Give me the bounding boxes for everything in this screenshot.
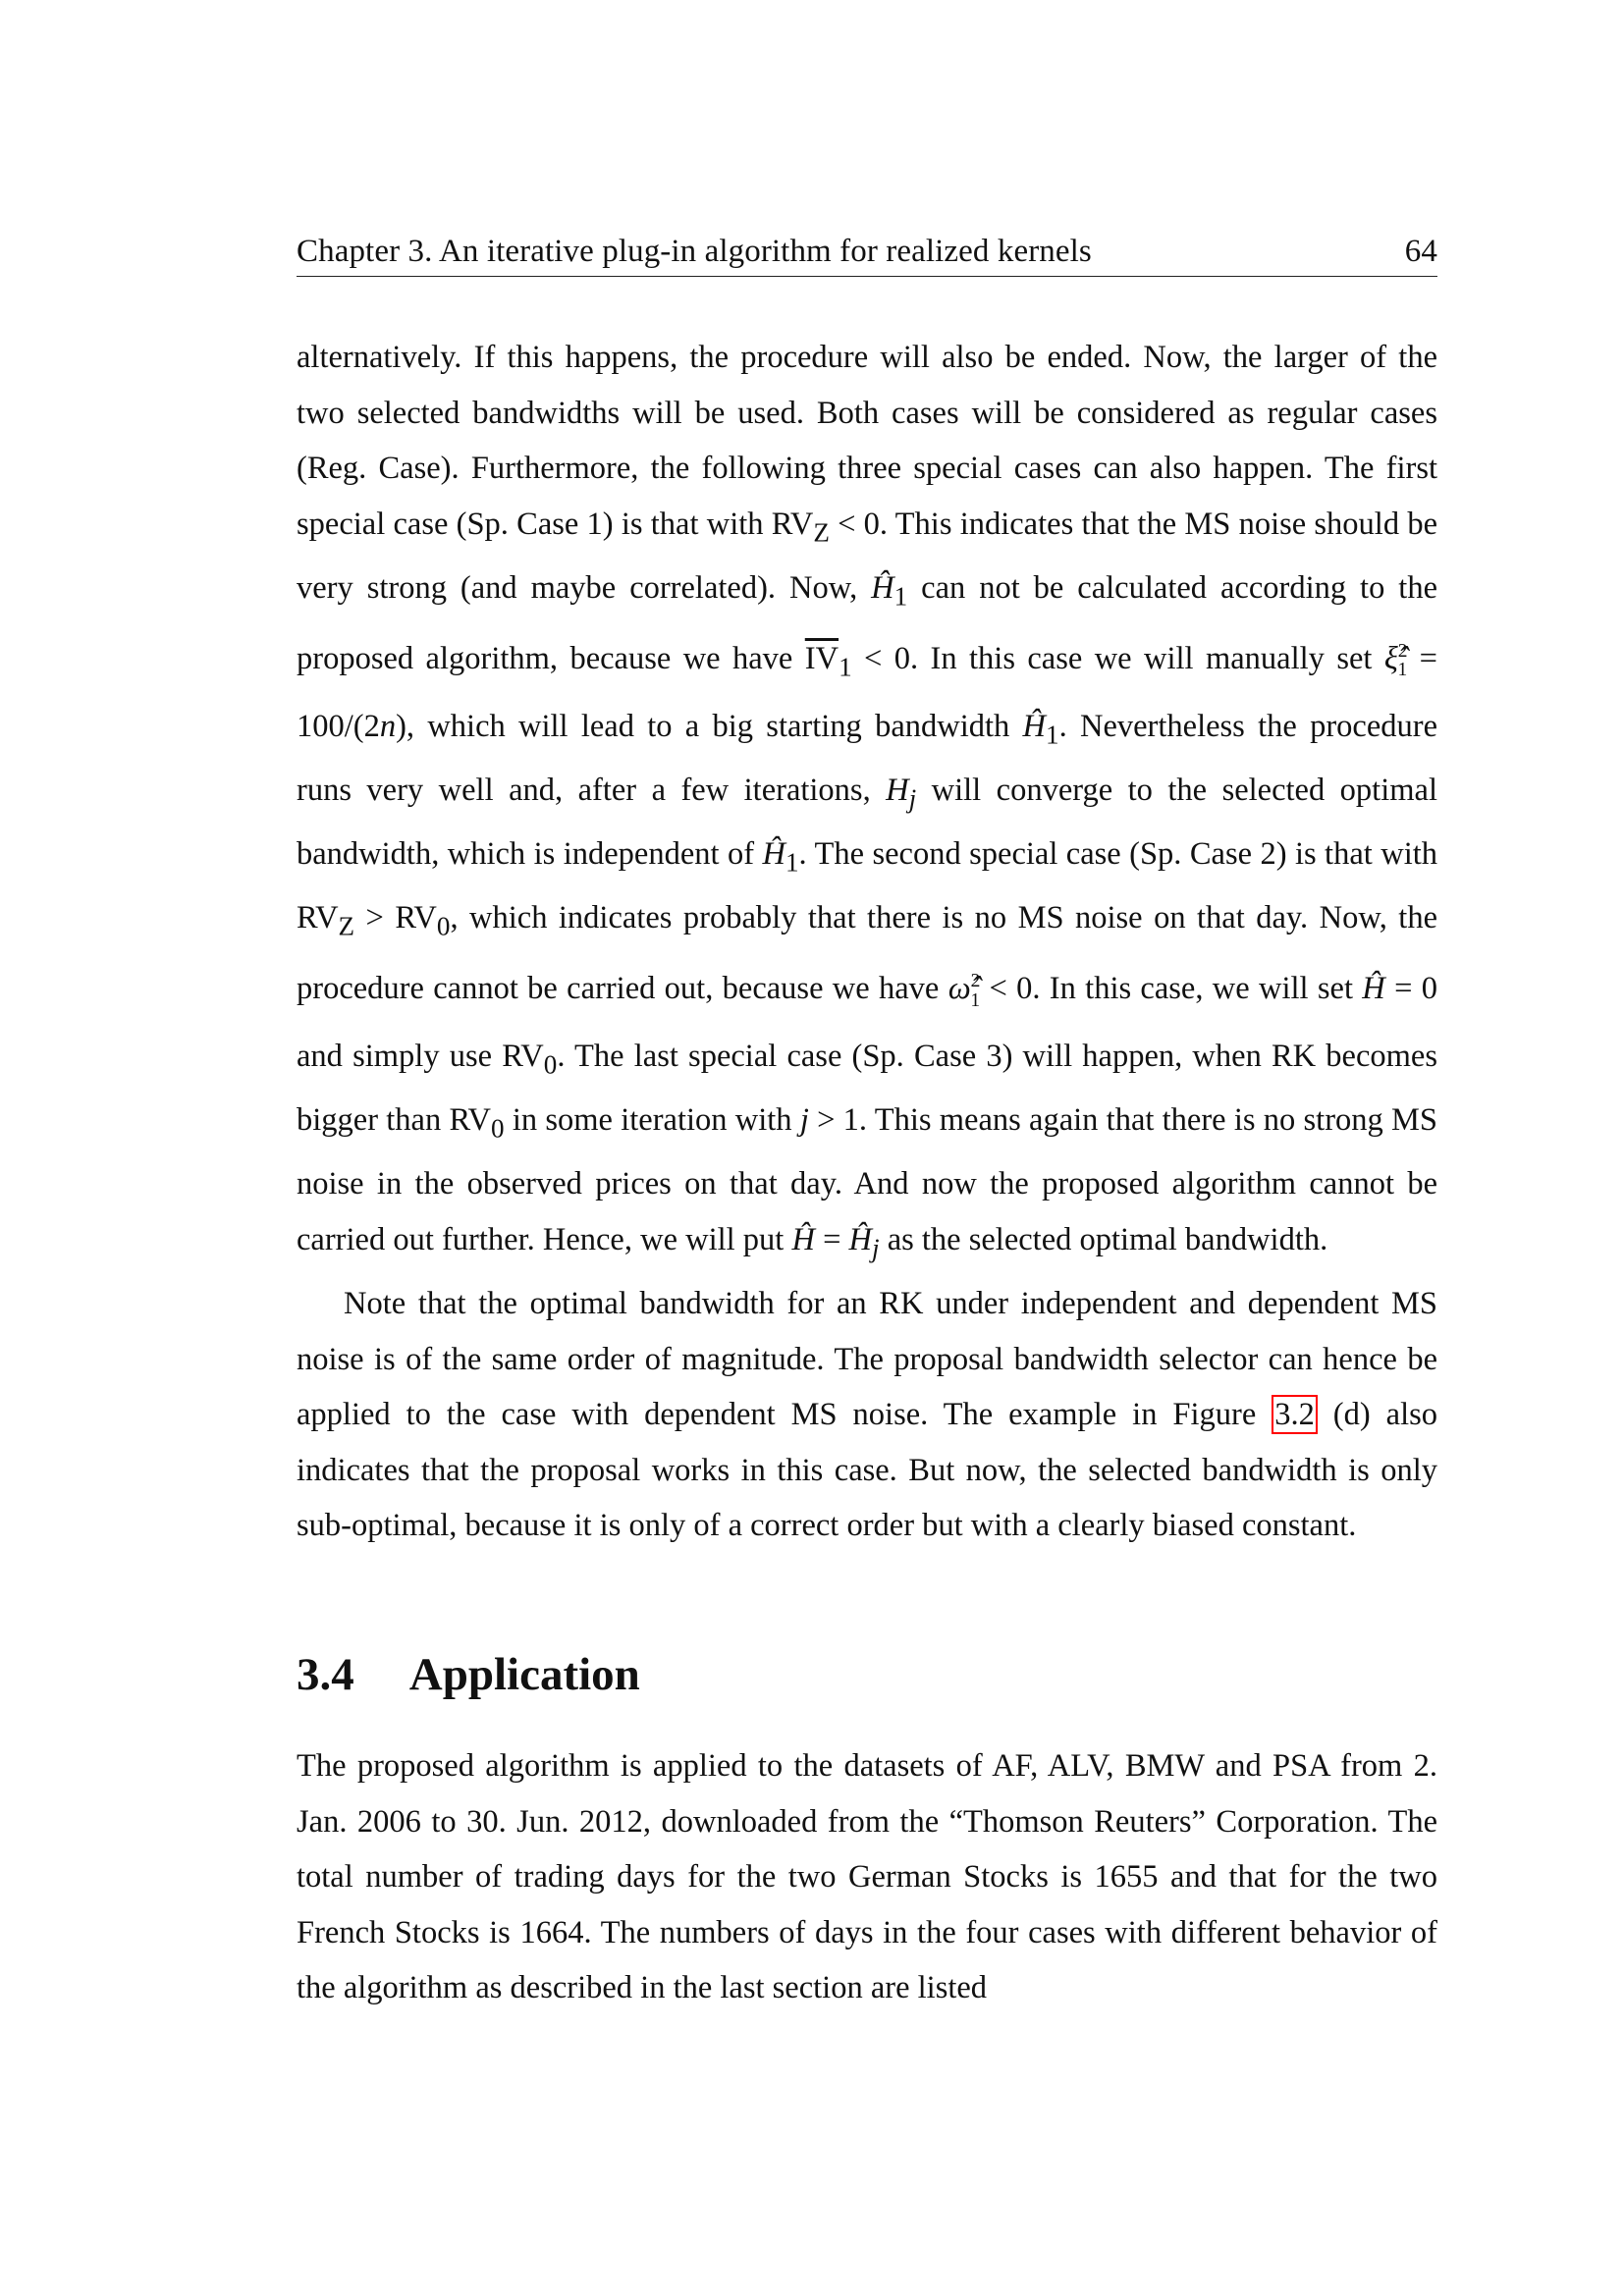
paragraph-special-cases: alternatively. If this happens, the procedure will also be ended. Now, the larger of the two selected bandwidths will be used. Both cases will be considered as regular cases (Reg. Case). Furthermore, the following three special cases can also happen. The first special case (Sp. Case 1) is that with $RV_Z < 0$. This indicates that the MS noise should be very strong (and maybe correlated). Now, $Ĥ_1$ can not be calculated according to the proposed algorithm, because we have $\overline{IV}_1 < 0$. In this case we will manually set ξ̂$^2_1$ = 100/(2n), which will lead to a big starting bandwidth $Ĥ_1$. Nevertheless the procedure runs very well and, after a few iterations, $H_j$ will converge to the selected optimal bandwidth, which is independent of $Ĥ_1$. The second special case (Sp. Case 2) is that with $RV_Z > RV_0$, which indicates probably that there is no MS noise on that day. Now, the procedure cannot be carried out, because we have ω̂$^2_1$ < 0. In this case, we will set Ĥ = 0 and simply use $RV_0$. The last special case (Sp. Case 3) will happen, when RK becomes bigger than $RV_0$ in some iteration with j > 1. This means again that there is no strong MS noise in the observed prices on that day. And now the proposed algorithm cannot be carried out further. Hence, we will put Ĥ = $Ĥ_j$ as the selected optimal bandwidth. bbox=[297, 340, 1438, 1263]
section-title: Application bbox=[408, 1649, 640, 1701]
chapter-title: Chapter 3. An iterative plug-in algorithm for realized kernels bbox=[297, 234, 1092, 269]
section-heading bbox=[297, 1648, 1437, 1701]
section-number: 3.4 bbox=[297, 1649, 354, 1701]
page-number: 64 bbox=[1404, 234, 1437, 269]
body-text bbox=[297, 330, 1437, 1554]
paragraph-application: The proposed algorithm is applied to the datasets of AF, ALV, BMW and PSA from 2. Jan. 2006 to 30. Jun. 2012, downloaded from the “Thomson Reuters” Corporation. The total number of trading days for the two German Stocks is 1655 and that for the two French Stocks is 1664. The numbers of days in the four cases with different behavior of the algorithm as described in the last section are listed bbox=[297, 1748, 1437, 2006]
figure-reference-link[interactable]: 3.2 bbox=[1272, 1395, 1318, 1434]
paragraph-dependent-noise: Note that the optimal bandwidth for an RK under independent and dependent MS noise is of the same order of magnitude. The proposal bandwidth selector can hence be applied to the case with dependent MS noise. The example in Figure 3.2 (d) also indicates that the proposal works in this case. But now, the selected bandwidth is only sub-optimal, because it is only of a correct order but with a clearly biased constant. bbox=[297, 1286, 1438, 1544]
section-body bbox=[297, 1738, 1437, 2016]
document-page bbox=[297, 234, 1437, 2016]
running-header bbox=[297, 234, 1437, 277]
